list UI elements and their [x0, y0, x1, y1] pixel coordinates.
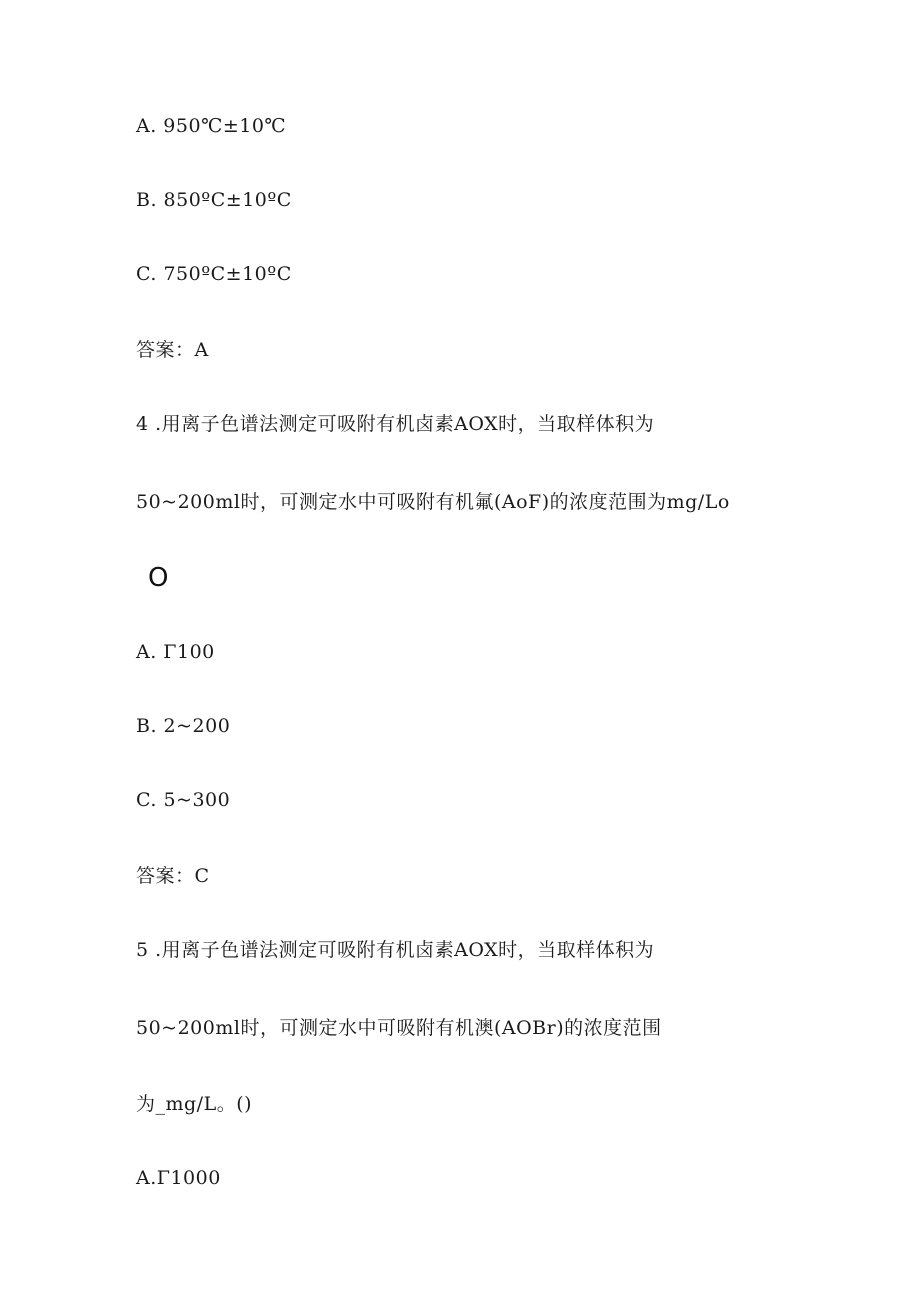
q4-option-a: A. Γ100	[136, 641, 215, 663]
q3-option-b: B. 850ºC±10ºC	[136, 189, 292, 211]
q5-option-a: A.Γ1000	[136, 1167, 221, 1189]
q3-option-c: C. 750ºC±10ºC	[136, 263, 292, 285]
q4-option-c: C. 5~300	[136, 789, 231, 811]
q5-stem-line-2: 50~200ml时，可测定水中可吸附有机澳(AOBr)的浓度范围	[136, 1017, 662, 1039]
q3-answer: 答案：A	[136, 339, 209, 361]
q4-stem-line-2: 50~200ml时，可测定水中可吸附有机氟(AoF)的浓度范围为mg/Lo	[136, 491, 730, 513]
q3-option-a: A. 950℃±10℃	[136, 115, 287, 137]
q4-answer: 答案：C	[136, 865, 210, 887]
q4-stem-line-3: O	[148, 563, 169, 593]
q5-stem-line-3: 为_mg/L。()	[136, 1093, 253, 1115]
q4-stem-line-1: 4 .用离子色谱法测定可吸附有机卤素AOX时，当取样体积为	[136, 413, 655, 435]
q4-option-b: B. 2~200	[136, 715, 231, 737]
q5-stem-line-1: 5 .用离子色谱法测定可吸附有机卤素AOX时，当取样体积为	[136, 939, 655, 961]
